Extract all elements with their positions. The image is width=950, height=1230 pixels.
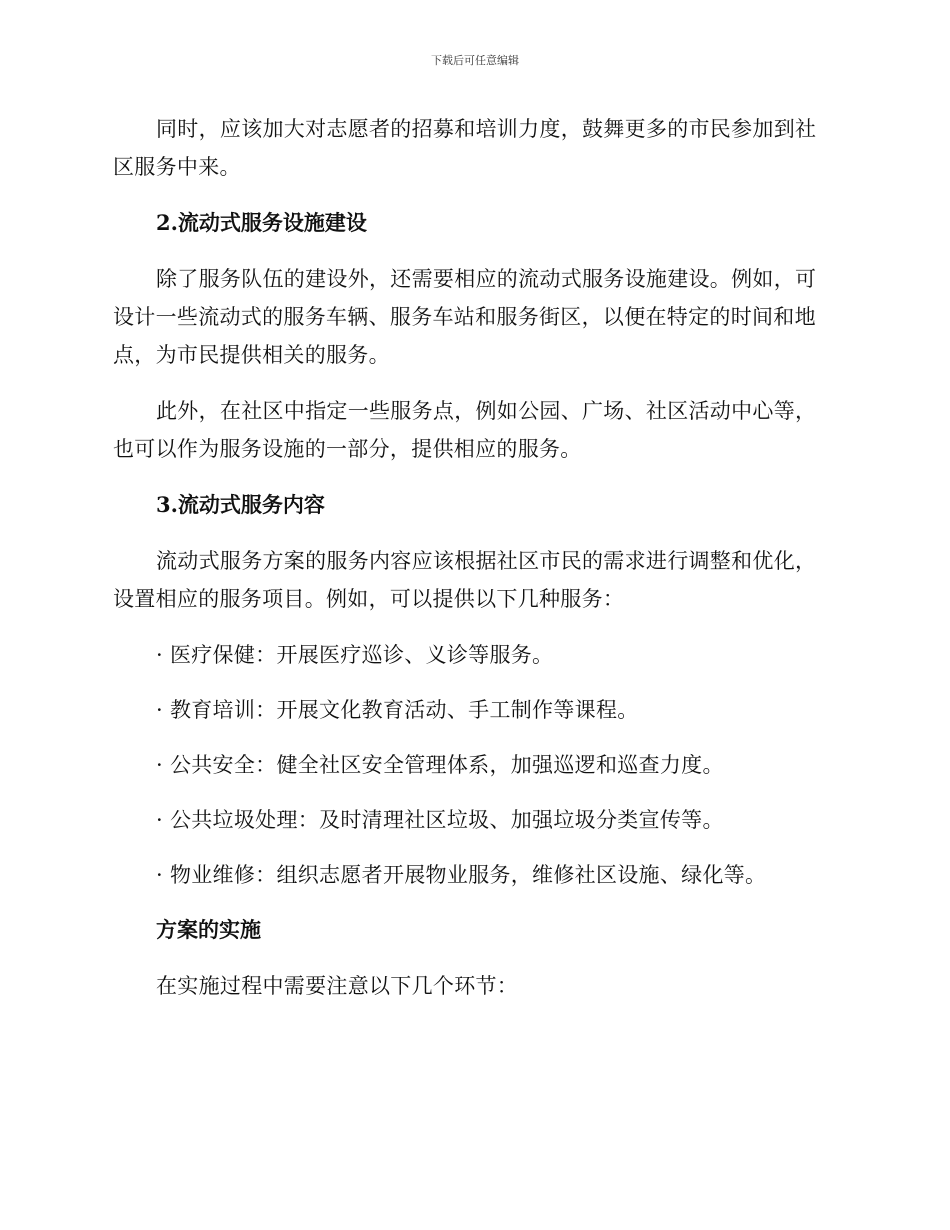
bullet-item-healthcare: · 医疗保健：开展医疗巡诊、义诊等服务。 [156, 643, 554, 667]
paragraph-service-points: 此外，在社区中指定一些服务点，例如公园、广场、社区活动中心等，也可以作为服务设施的一部分，提供相应的服务。 [113, 399, 817, 461]
document-body [113, 110, 833, 1023]
bullet-item-safety: · 公共安全：健全社区安全管理体系，加强巡逻和巡查力度。 [156, 753, 724, 777]
paragraph-implementation: 在实施过程中需要注意以下几个环节： [156, 974, 519, 998]
paragraph-volunteers: 同时，应该加大对志愿者的招募和培训力度，鼓舞更多的市民参加到社区服务中来。 [113, 117, 817, 179]
bullet-item-maintenance: · 物业维修：组织志愿者开展物业服务，维修社区设施、绿化等。 [156, 863, 767, 887]
section-heading-facilities: 2.流动式服务设施建设 [156, 210, 367, 235]
bullet-item-garbage: · 公共垃圾处理：及时清理社区垃圾、加强垃圾分类宣传等。 [156, 808, 724, 832]
section-heading-implementation: 方案的实施 [156, 917, 261, 942]
page-header: 下载后可任意编辑 [431, 54, 519, 67]
paragraph-service-content: 流动式服务方案的服务内容应该根据社区市民的需求进行调整和优化，设置相应的服务项目。例如，可以提供以下几种服务： [113, 549, 817, 611]
paragraph-facilities: 除了服务队伍的建设外，还需要相应的流动式服务设施建设。例如，可设计一些流动式的服务车辆、服务车站和服务街区，以便在特定的时间和地点，为市民提供相关的服务。 [113, 267, 817, 367]
bullet-item-education: · 教育培训：开展文化教育活动、手工制作等课程。 [156, 698, 639, 722]
section-heading-content: 3.流动式服务内容 [156, 492, 325, 517]
